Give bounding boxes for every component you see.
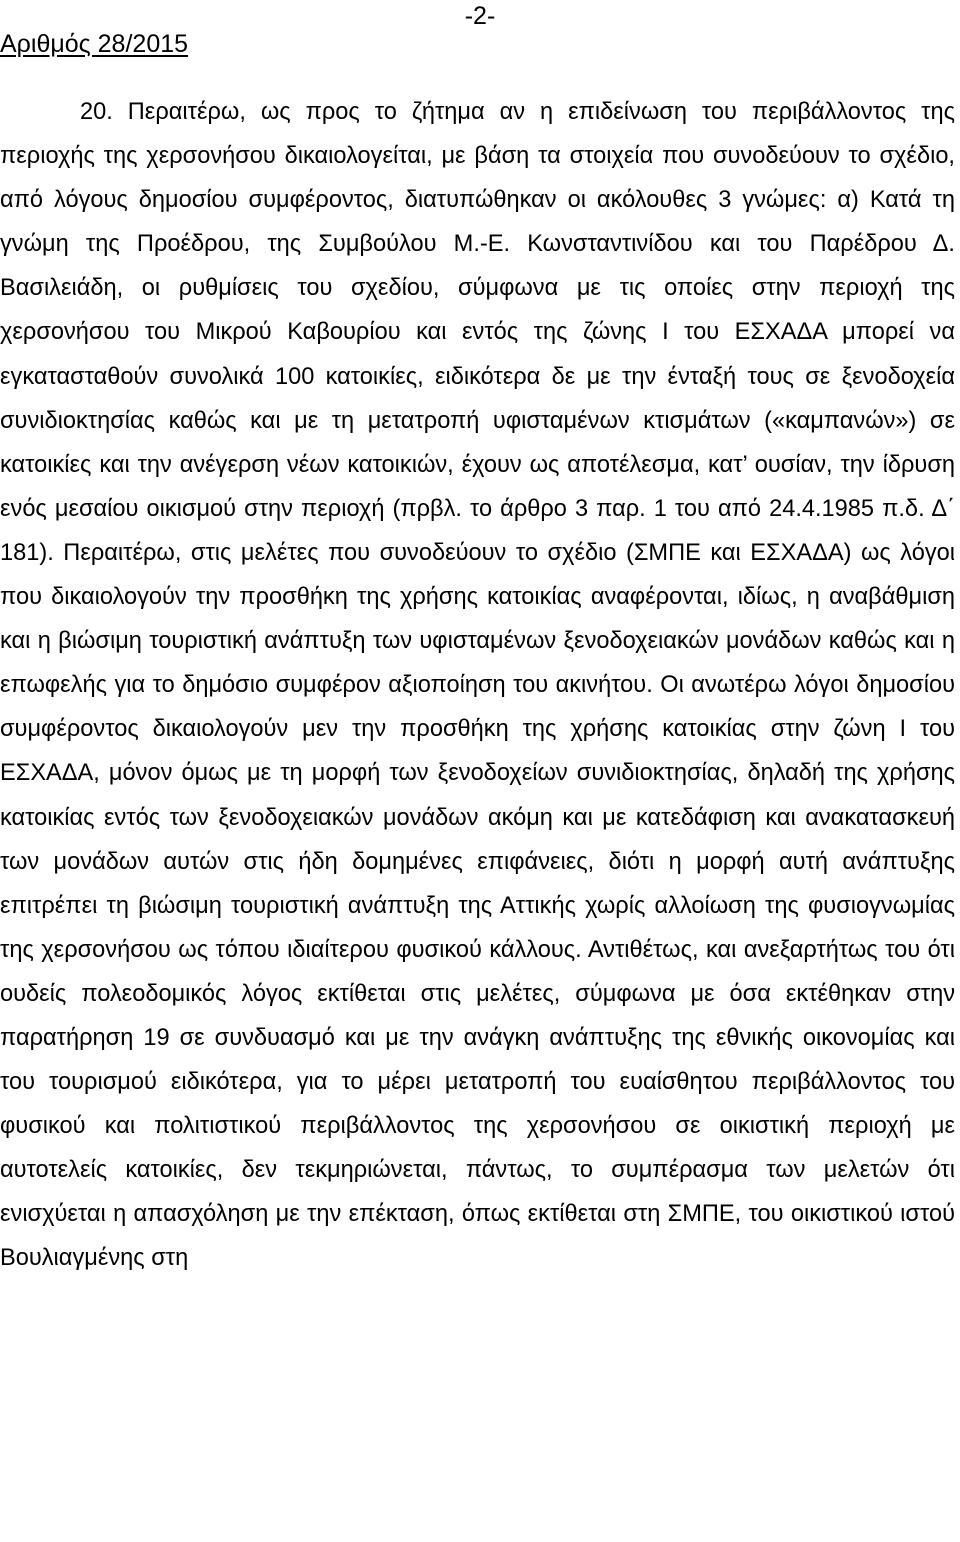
page-number: -2- xyxy=(464,2,496,30)
document-reference-number: Αριθμός 28/2015 xyxy=(0,30,189,58)
body-paragraph: 20. Περαιτέρω, ως προς το ζήτημα αν η επιδείνωση του περιβάλλοντος της περιοχής της χερσονήσου δικαιολογείται, με βάση τα στοιχεία που συνοδεύουν το σχέδιο, από λόγους δημοσίου συμφέροντος, διατυπώθηκαν οι ακόλουθες 3 γνώμες: α) Κατά τη γνώμη της Προέδρου, της Συμβούλου Μ.-Ε. Κωνσταντινίδου και του Παρέδρου Δ. Βασιλειάδη, οι ρυθμίσεις του σχεδίου, σύμφωνα με τις οποίες στην περιοχή της χερσονήσου του Μικρού Καβουρίου και εντός της ζώνης Ι του ΕΣΧΑΔΑ μπορεί να εγκατασταθούν συνολικά 100 κατοικίες, ειδικότερα δε με την ένταξή τους σε ξενοδοχεία συνιδιοκτησίας καθώς και με τη μετατροπή υφισταμένων κτισμάτων («καμπανών») σε κατοικίες και την ανέγερση νέων κατοικιών, έχουν ως αποτέλεσμα, κατ’ ουσίαν, την ίδρυση ενός μεσαίου οικισμού στην περιοχή (πρβλ. το άρθρο 3 παρ. 1 του από 24.4.1985 π.δ. Δ΄ 181). Περαιτέρω, στις μελέτες που συνοδεύουν το σχέδιο (ΣΜΠΕ και ΕΣΧΑΔΑ) ως λόγοι που δικαιολογούν την προσθήκη της χρήσης κατοικίας αναφέρονται, ιδίως, η αναβάθμιση και η βιώσιμη τουριστική ανάπτυξη των υφισταμένων ξενοδοχειακών μονάδων καθώς και η επωφελής για το δημόσιο συμφέρον αξιοποίηση του ακινήτου. Οι ανωτέρω λόγοι δημοσίου συμφέροντος δικαιολογούν μεν την προσθήκη της χρήσης κατοικίας στην ζώνη Ι του ΕΣΧΑΔΑ, μόνον όμως με τη μορφή των ξενοδοχείων συνιδιοκτησίας, δηλαδή της χρήσης κατοικίας εντός των ξενοδοχειακών μονάδων ακόμη και με κατεδάφιση και ανακατασκευή των μονάδων αυτών στις ήδη δομημένες επιφάνειες, διότι η μορφή αυτή ανάπτυξης επιτρέπει τη βιώσιμη τουριστική ανάπτυξη της Αττικής χωρίς αλλοίωση της φυσιογνωμίας της χερσονήσου ως τόπου ιδιαίτερου φυσικού κάλλους. Αντιθέτως, και ανεξαρτήτως του ότι ουδείς πολεοδομικός λόγος εκτίθεται στις μελέτες, σύμφωνα με όσα εκτέθηκαν στην παρατήρηση 19 σε συνδυασμό και με την ανάγκη ανάπτυξης της εθνικής οικονομίας και του τουρισμού ειδικότερα, για το μέρει μετατροπή του ευαίσθητου περιβάλλοντος του φυσικού και πολιτιστικού περιβάλλοντος της χερσονήσου σε οικιστική περιοχή με αυτοτελείς κατοικίες, δεν τεκμηριώνεται, πάντως, το συμπέρασμα των μελετών ότι ενισχύεται η απασχόληση με την επέκταση, όπως εκτίθεται στη ΣΜΠΕ, του οικιστικού ιστού Βουλιαγμένης στη xyxy=(0,99,955,1272)
